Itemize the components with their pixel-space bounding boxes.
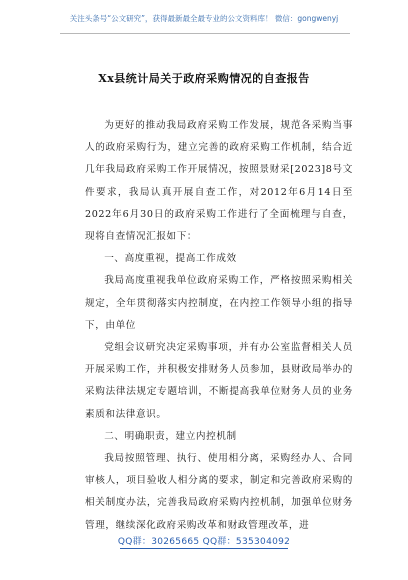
section-heading-1: 一、高度重视，提高工作成效 — [104, 253, 237, 265]
document-body — [85, 115, 353, 537]
body-paragraph-1a: 我局高度重视我单位政府采购工作，严格按照采购相关规定，全年贯彻落实内控制度，在内控工作领导小组的指导下，由单位 — [85, 275, 353, 331]
header-divider — [60, 33, 350, 34]
footer-qq-groups: QQ群：30265665 QQ群：535304092 — [117, 537, 291, 547]
body-paragraph-2: 我局按照管理、执行、使用相分离，采购经办人、合同审核人，项目验收人相分离的要求，制定和完善政府采购的相关制度办法，完善我局政府采购内控机制，加强单位财务管理，继续深化政府采购改革和财政管理改革，进 — [85, 453, 353, 531]
section-heading-2: 二、明确职责，建立内控机制 — [104, 430, 237, 442]
document-title: Xx县统计局关于政府采购情况的自查报告 — [98, 72, 310, 85]
header-promo-note: 关注头条号“公文研究”，获得最新最全最专业的公文资料库！ 微信：gongwenyj — [69, 14, 339, 23]
body-paragraph-intro: 为更好的推动我局政府采购工作发展，规范各采购当事人的政府采购行为，建立完善的政府采购工作机制，结合近几年我局政府采购工作开展情况，按照景财采[2023]8号文件要求，我局认真开展自查工作，对2012年6月14日至2022年6月30日的政府采购工作进行了全面梳理与自查，现将自查情况汇报如下： — [85, 120, 353, 243]
body-paragraph-1b: 党组会议研究决定采购事项，并有办公室监督相关人员开展采购工作，并积极安排财务人员参加，县财政局举办的采购法律法规定专题培训，不断提高我单位财务人员的业务素质和法律意识。 — [85, 342, 353, 420]
footer-divider — [120, 548, 288, 549]
